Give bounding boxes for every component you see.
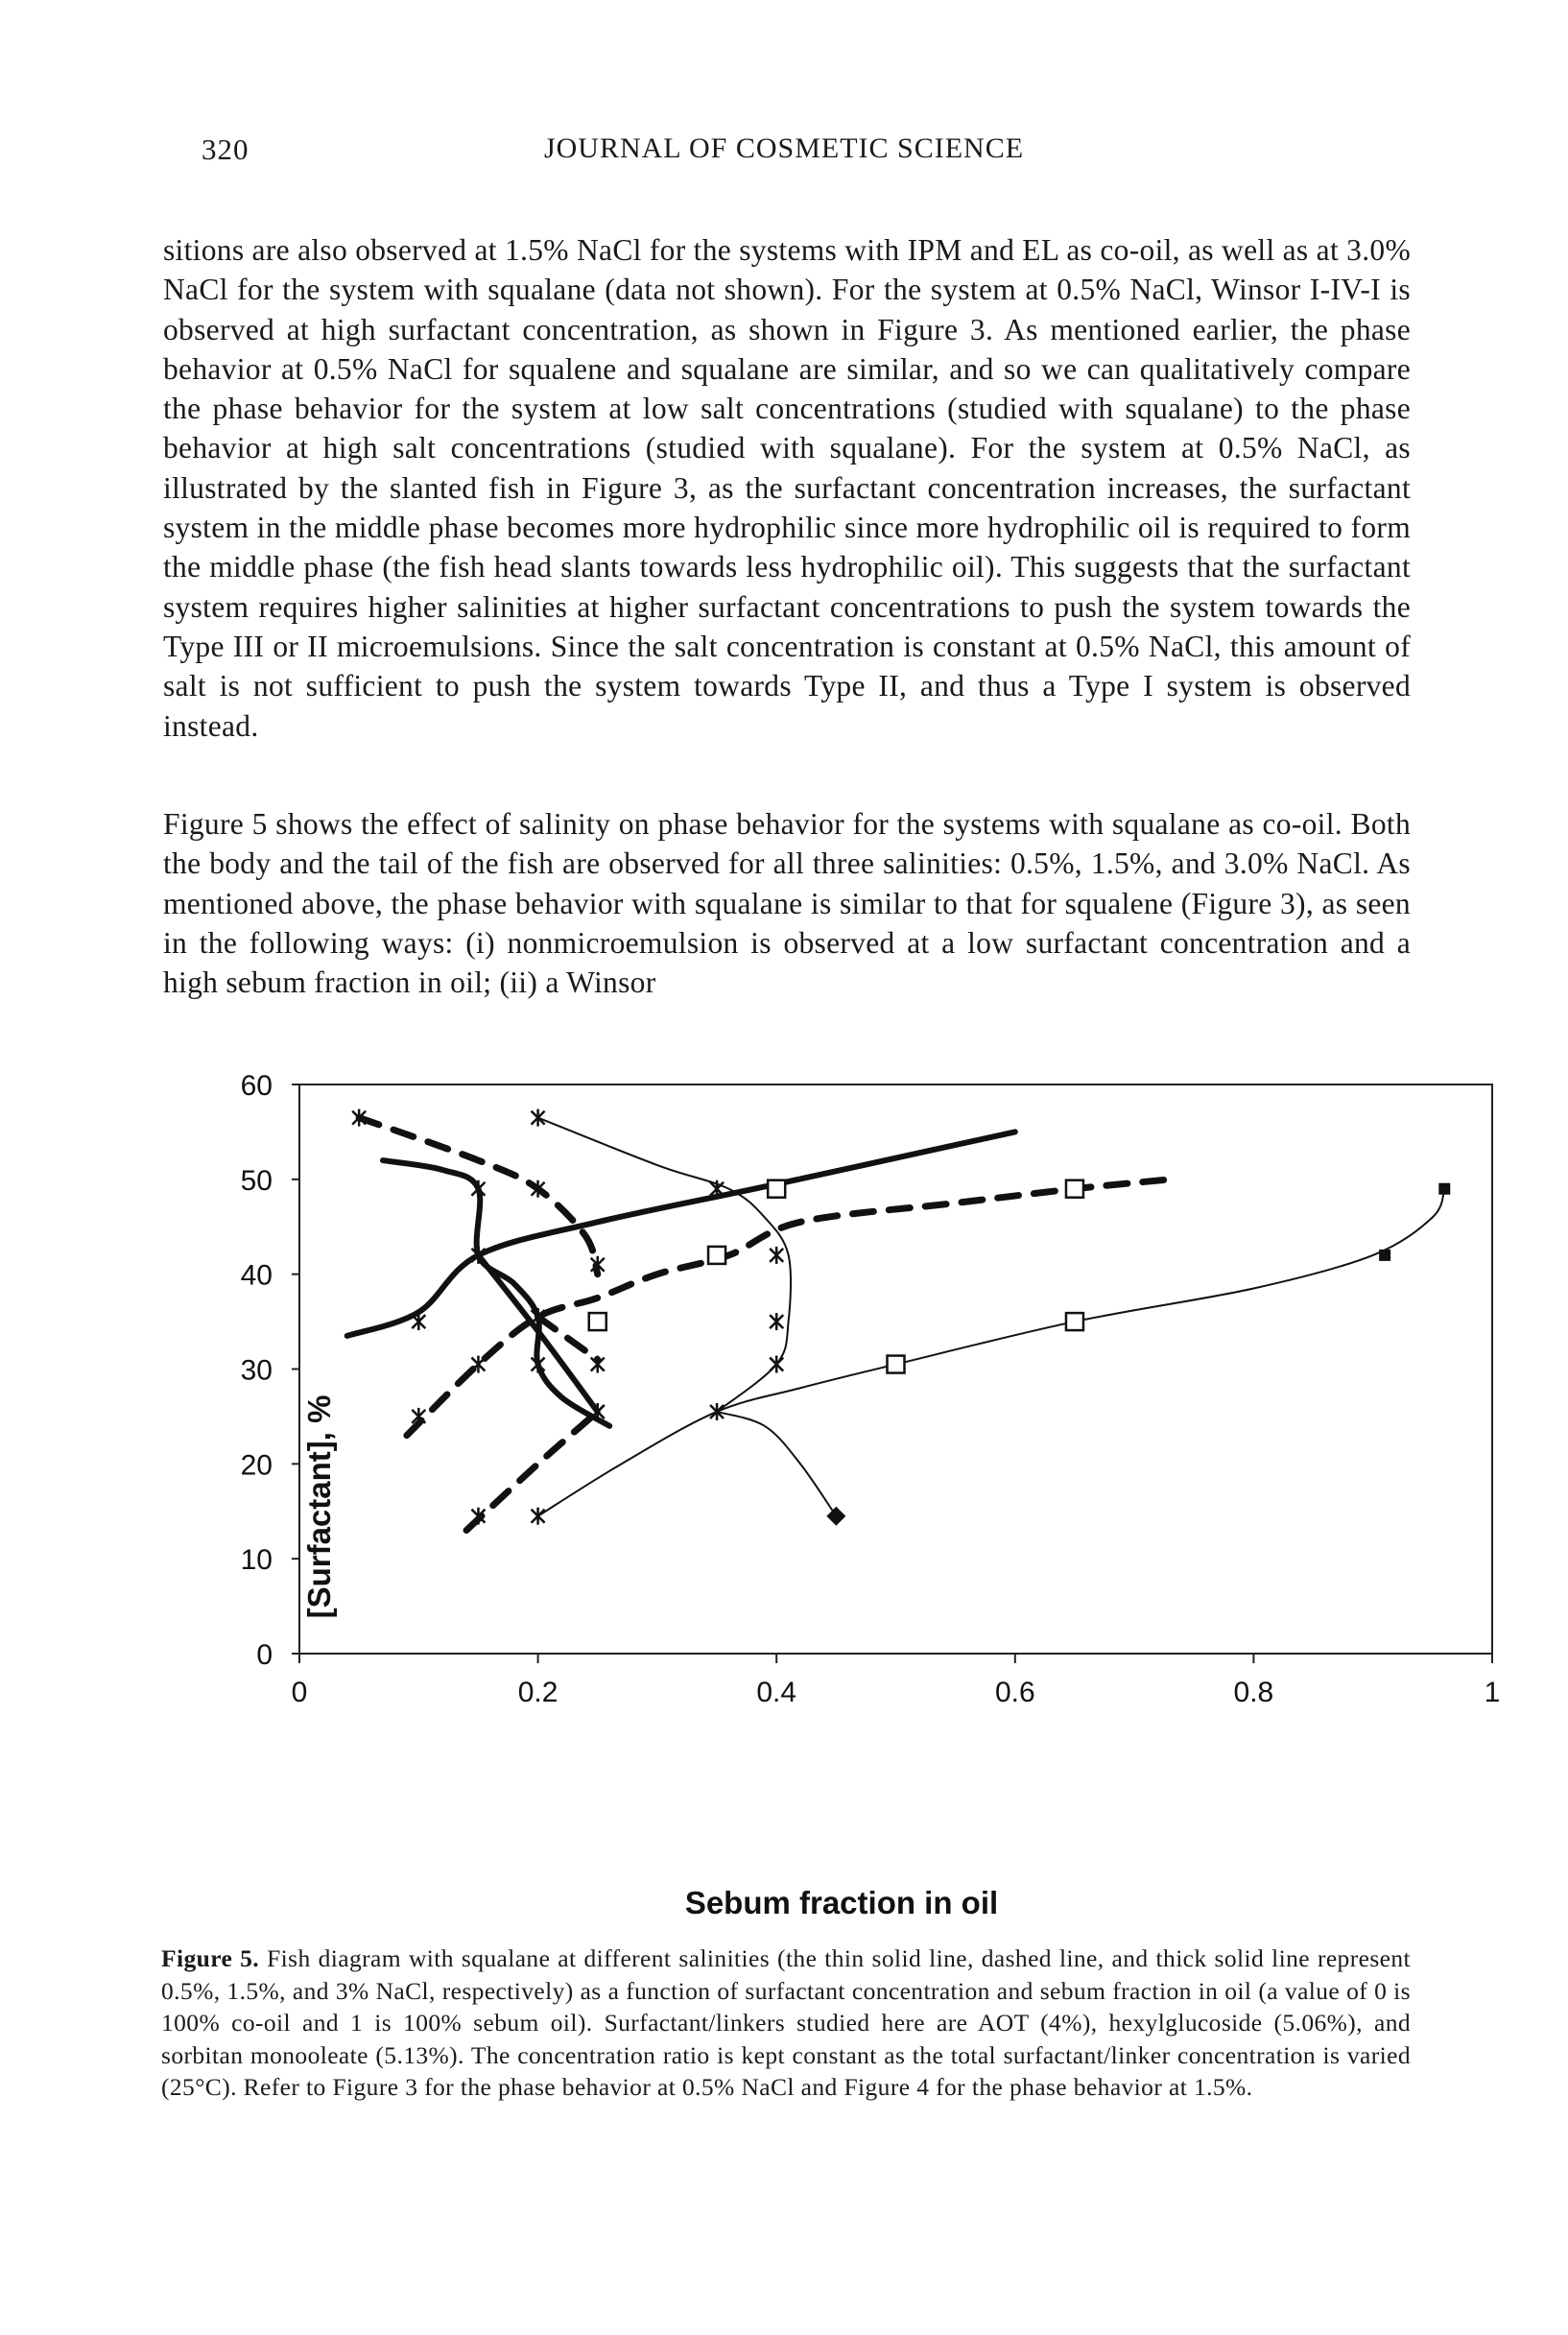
series-2-line [466, 1412, 598, 1531]
series-1-square-marker [888, 1356, 905, 1373]
series-2-square-marker [1066, 1180, 1083, 1198]
series-2-star-marker [471, 1356, 485, 1373]
body-paragraph-1: sitions are also observed at 1.5% NaCl for the systems with IPM and EL as co-oil, as well as at 3.0% NaCl for the system with squalane (data not shown). For the system at 0.5% NaCl, Winsor I-IV-I is observed at high surfactant concentration, as shown in Figure 3. As mentioned earlier, the phase behavior at 0.5% NaCl for squalene and squalane are similar, and so we can qualitatively compare the phase behavior for the system at low salt concentrations (studied with squalane) to the phase behavior at high salt concentrations (studied with squalane). For the system at 0.5% NaCl, as illustrated by the slanted fish in Figure 3, as the surfactant concentration increases, the surfactant system in the middle phase becomes more hydrophilic since more hydrophilic oil is required to form the middle phase (the fish head slants towards less hydrophilic oil). This suggests that the surfactant system requires higher salinities at higher surfactant concentrations to push the system towards the Type III or II microemulsions. Since the salt concentration is constant at 0.5% NaCl, this amount of salt is not sufficient to push the system towards Type II, and thus a Type I system is observed instead. [163, 233, 1411, 743]
y-tick-label: 40 [240, 1259, 273, 1292]
series-3-star-marker [471, 1180, 485, 1198]
series-1-star-marker [532, 1109, 545, 1127]
series-2-square-marker [708, 1247, 725, 1264]
y-tick-label: 0 [256, 1639, 273, 1671]
figure-5 [144, 1056, 1501, 1939]
markers [352, 1109, 1450, 1526]
caption-label: Figure 5. [161, 1944, 260, 1972]
x-axis-label: Sebum fraction in oil [684, 1885, 999, 1920]
caption-text: Fish diagram with squalane at different salinities (the thin solid line, dashed line, and thick solid line represent 0.5%, 1.5%, and 3% NaCl, respectively) as a function of surfactant concentration and sebum fraction in oil (a value of 0 is 100% co-oil and 1 is 100% sebum oil). Surfactant/linkers studied here are AOT (4%), hexylglucoside (5.06%), and sorbitan monooleate (5.13%). The concentration ratio is kept constant as the total surfactant/linker concentration is varied (25°C). Refer to Figure 3 for the phase behavior at 0.5% NaCl and Figure 4 for the phase behavior at 1.5%. [161, 1944, 1411, 2102]
series-1-star-marker [770, 1356, 783, 1373]
series-1-diamond-marker [826, 1507, 845, 1526]
page-number: 320 [202, 132, 249, 166]
series-1-square-marker [1066, 1313, 1083, 1330]
x-tick-label: 1 [1484, 1677, 1501, 1708]
series-1-star-marker [710, 1180, 724, 1198]
series-1-filled-square-marker [1379, 1250, 1390, 1261]
series-3-star-marker [591, 1403, 605, 1420]
series-2-square-marker [768, 1180, 785, 1198]
x-tick-label: 0.4 [756, 1677, 797, 1708]
series-3-star-marker [532, 1356, 545, 1373]
series-2-star-marker [591, 1356, 605, 1373]
series-1-line [717, 1412, 836, 1516]
y-tick-label: 10 [240, 1544, 273, 1577]
series [347, 1118, 1445, 1531]
x-tick-label: 0 [291, 1677, 308, 1708]
series-1-line [538, 1189, 1445, 1516]
series-1-star-marker [770, 1313, 783, 1330]
series-3-line [478, 1255, 597, 1412]
series-1-star-marker [710, 1403, 724, 1420]
series-1-star-marker [532, 1508, 545, 1525]
y-tick-label: 50 [240, 1164, 273, 1197]
series-3-star-marker [412, 1313, 425, 1330]
x-tick-label: 0.8 [1233, 1677, 1274, 1708]
y-tick-label: 60 [240, 1070, 273, 1102]
figure-caption [161, 1942, 1411, 2104]
series-1-star-marker [770, 1247, 783, 1264]
series-1-filled-square-marker [1438, 1183, 1450, 1195]
series-1-line [538, 1118, 791, 1412]
y-tick-label: 20 [240, 1449, 273, 1482]
series-2-star-marker [412, 1408, 425, 1425]
page-header [0, 132, 1568, 171]
fish-diagram-chart [144, 1056, 1501, 1939]
series-2-square-marker [589, 1313, 606, 1330]
series-3-line [347, 1132, 1015, 1335]
y-tick-label: 30 [240, 1354, 273, 1387]
y-axis-label: [Surfactant], % [301, 1394, 337, 1619]
x-tick-label: 0.2 [517, 1677, 558, 1708]
body-paragraph-2: Figure 5 shows the effect of salinity on phase behavior for the systems with squalane as co-oil. Both the body and the tail of the fish are observed for all three salinities: 0.5%, 1.5%, and 3.0% NaCl. As mentioned above, the phase behavior with squalane is similar to that for squalene (Figure 3), as seen in the following ways: (i) nonmicroemulsion is observed at a low surfactant concentration and a high sebum fraction in oil; (ii) a Winsor [163, 807, 1411, 1000]
x-tick-label: 0.6 [994, 1677, 1035, 1708]
journal-title: JOURNAL OF COSMETIC SCIENCE [543, 132, 1025, 164]
